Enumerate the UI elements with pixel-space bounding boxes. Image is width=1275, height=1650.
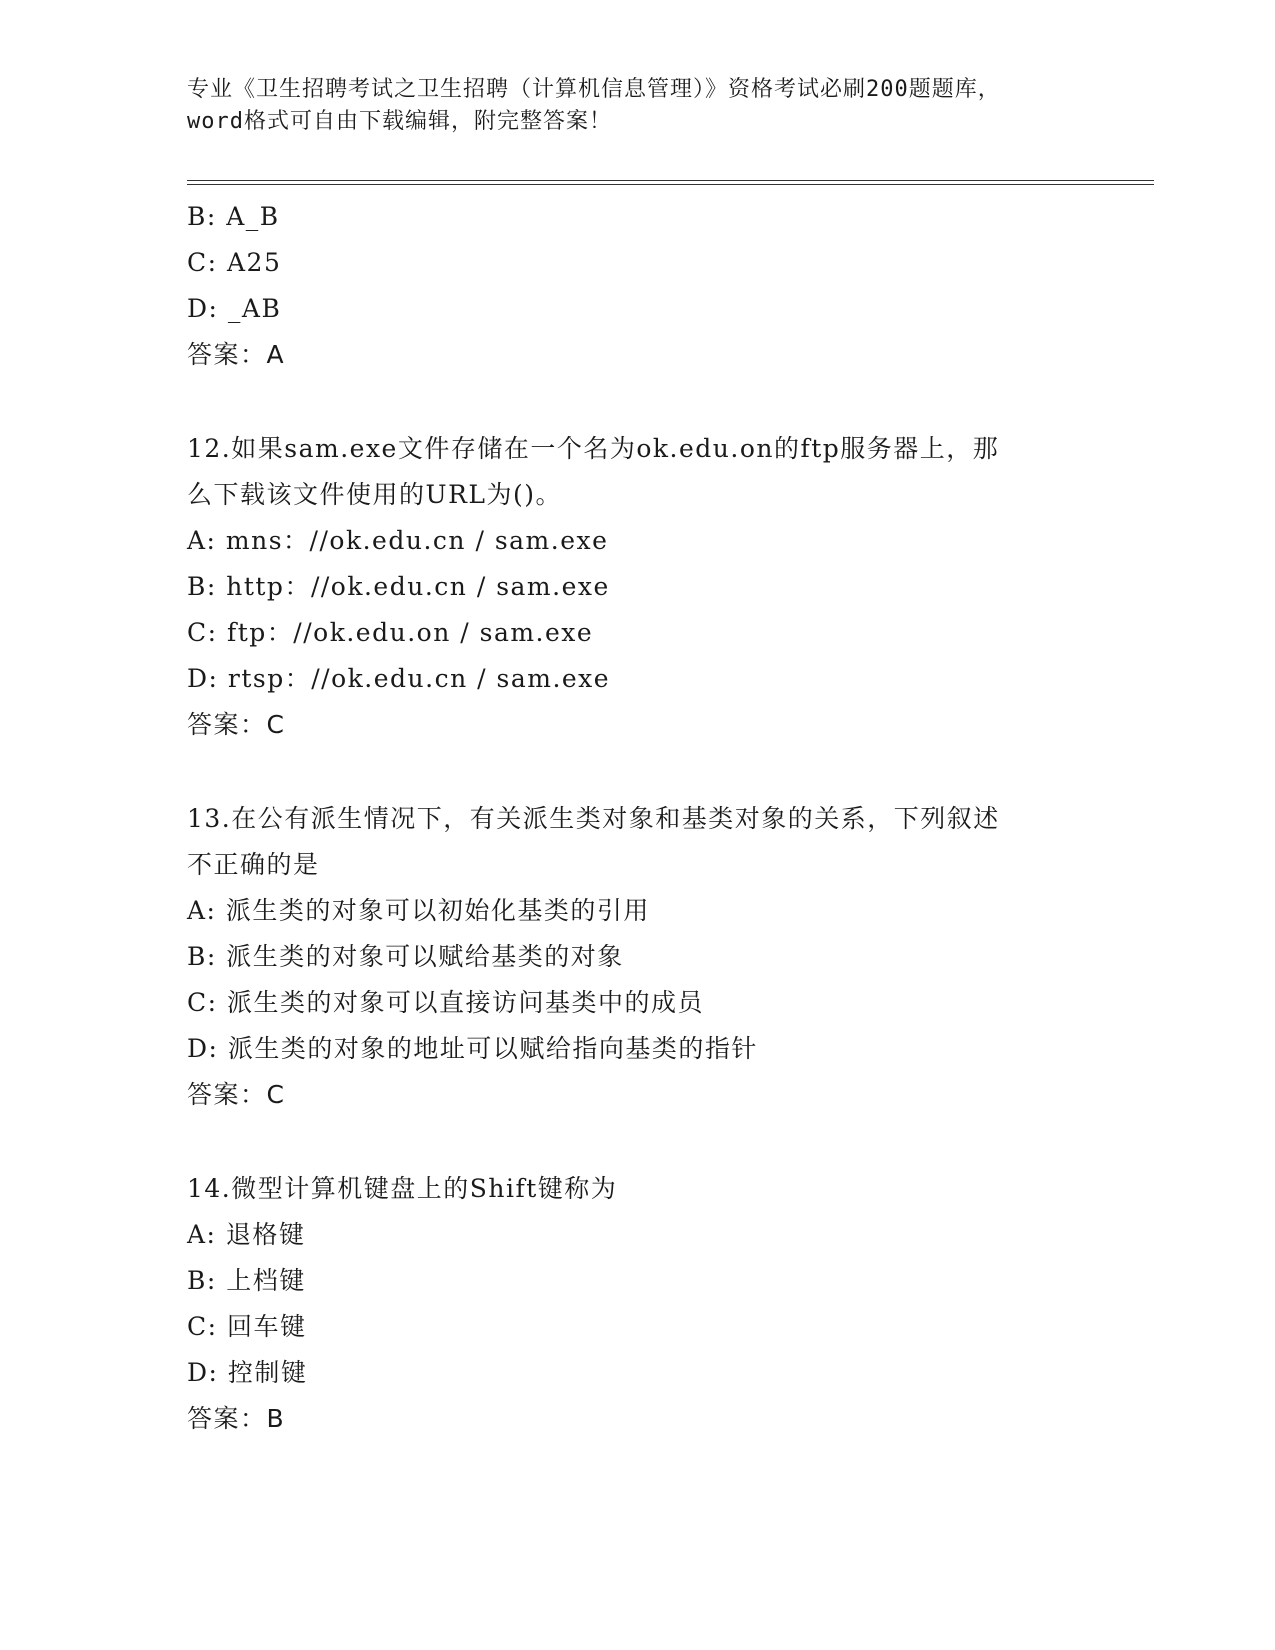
option-d: D: _AB	[187, 294, 282, 323]
option-b: B: A_B	[187, 202, 280, 231]
spacer	[187, 378, 1087, 426]
header-title-line-1: 专业《卫生招聘考试之卫生招聘（计算机信息管理）》资格考试必刷200题题库，	[187, 77, 1001, 102]
option-a: A: 退格键	[187, 1220, 306, 1249]
answer-label: 答案：C	[187, 1080, 286, 1109]
question-block-13	[187, 796, 1087, 1118]
header-divider-bottom	[187, 184, 1154, 185]
option-a: A: mns：//ok.edu.cn / sam.exe	[187, 526, 609, 555]
question-block-12	[187, 426, 1087, 748]
question-text-line: 12.如果sam.exe文件存储在一个名为ok.edu.on的ftp服务器上，那	[187, 434, 1000, 463]
spacer	[187, 748, 1087, 796]
option-d: D: rtsp：//ok.edu.cn / sam.exe	[187, 664, 611, 693]
answer-label: 答案：C	[187, 710, 286, 739]
option-c: C: A25	[187, 248, 282, 277]
option-c: C: ftp：//ok.edu.on / sam.exe	[187, 618, 594, 647]
option-b: B: 上档键	[187, 1266, 306, 1295]
header-divider-top	[187, 180, 1154, 181]
question-block-14	[187, 1166, 1087, 1442]
option-c: C: 派生类的对象可以直接访问基类中的成员	[187, 988, 704, 1017]
document-header	[187, 74, 1087, 138]
option-a: A: 派生类的对象可以初始化基类的引用	[187, 896, 650, 925]
option-d: D: 控制键	[187, 1358, 308, 1387]
question-text-line: 么下载该文件使用的URL为()。	[187, 480, 563, 509]
answer-label: 答案：B	[187, 1404, 286, 1433]
question-list	[187, 194, 1087, 1442]
question-block-11	[187, 194, 1087, 378]
spacer	[187, 1118, 1087, 1166]
option-c: C: 回车键	[187, 1312, 307, 1341]
header-title-line-2: word格式可自由下载编辑，附完整答案！	[187, 109, 612, 134]
question-text-line: 14.微型计算机键盘上的Shift键称为	[187, 1174, 618, 1203]
option-b: B: http：//ok.edu.cn / sam.exe	[187, 572, 610, 601]
option-d: D: 派生类的对象的地址可以赋给指向基类的指针	[187, 1034, 758, 1063]
question-text-line: 13.在公有派生情况下，有关派生类对象和基类对象的关系，下列叙述	[187, 804, 1000, 833]
question-text-line: 不正确的是	[187, 850, 320, 879]
answer-label: 答案：A	[187, 340, 286, 369]
option-b: B: 派生类的对象可以赋给基类的对象	[187, 942, 624, 971]
